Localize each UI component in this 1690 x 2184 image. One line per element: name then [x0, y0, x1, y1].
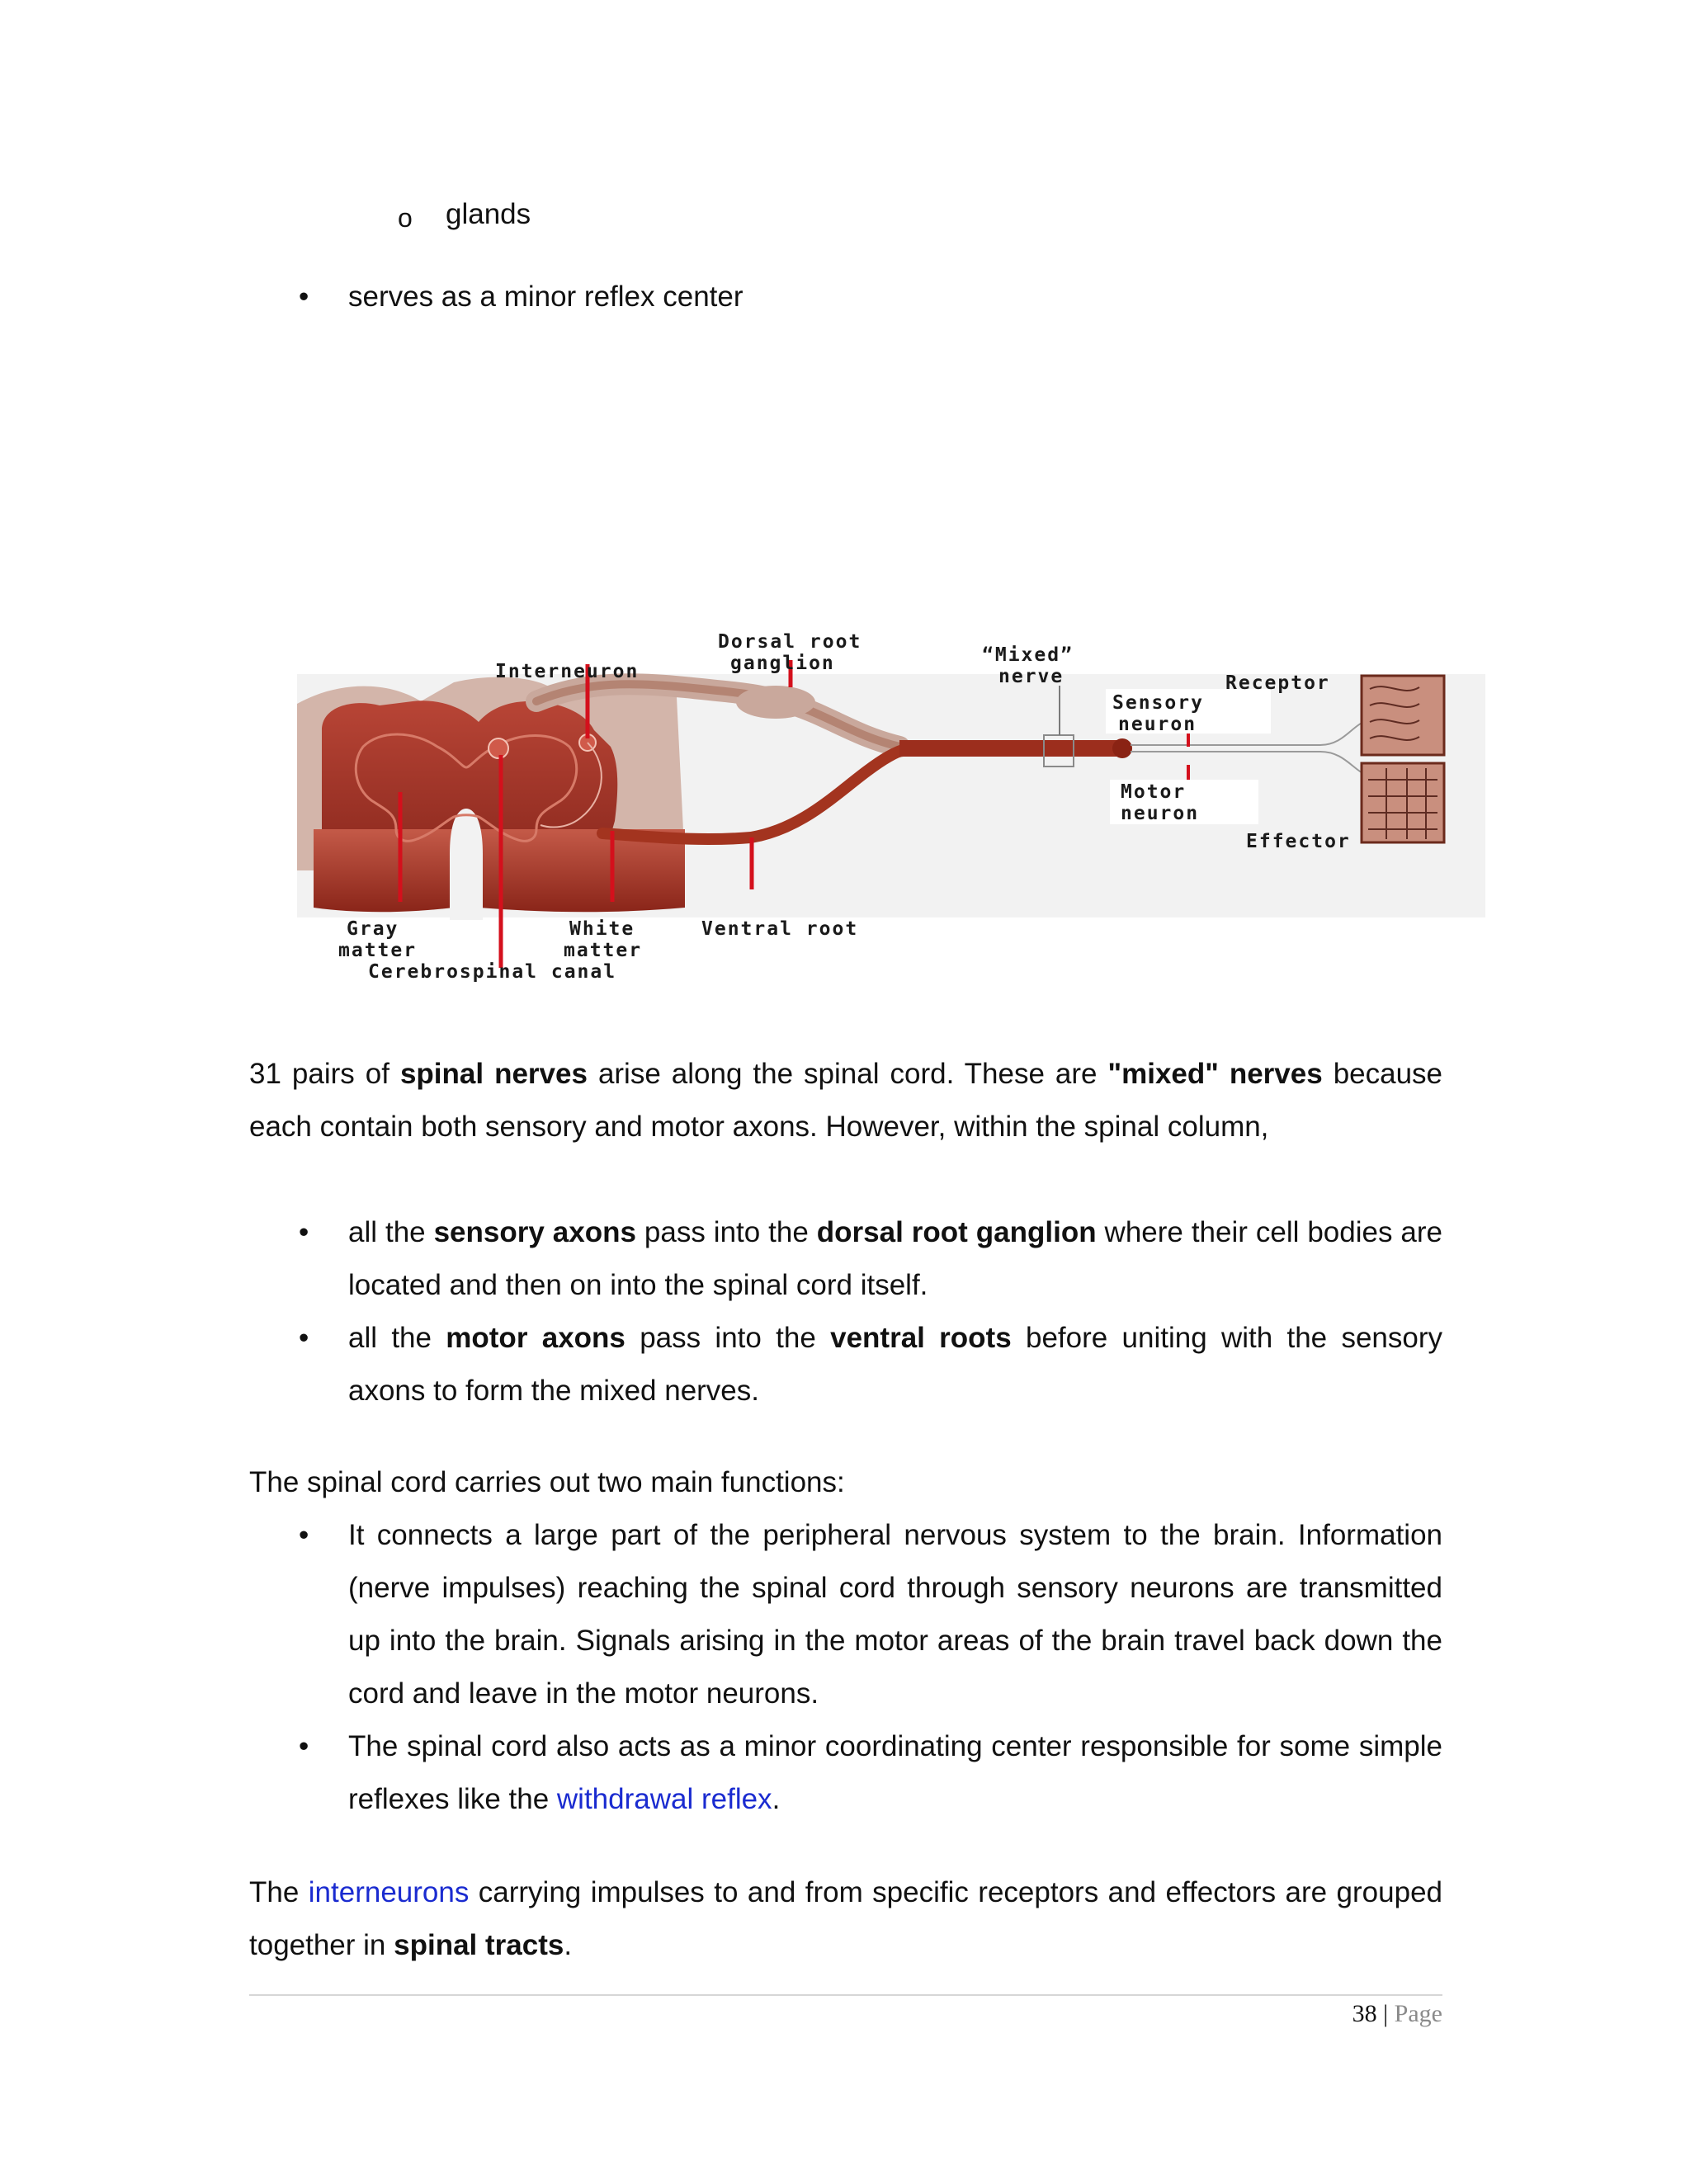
text-run: carrying impulses to and from specific receptors and effectors are grouped together in [249, 1876, 1442, 1961]
spinal-cord-diagram [289, 623, 1494, 998]
axon-pathway-list [299, 1206, 1442, 1417]
bold-term-mixed-nerves: "mixed" nerves [1107, 1058, 1323, 1090]
page-footer [1352, 2000, 1442, 2028]
label-mixed-nerve-2: nerve [998, 666, 1065, 687]
text-run: It connects a large part of the peripheral nervous system to the brain. Information (nerve impulses) reaching the spinal cord through sensory neurons are transmitted up into the brain. Signals arising in the motor areas of the brain travel back down the cord and leave in the motor neurons. [348, 1519, 1442, 1710]
text-run: pass into the [625, 1322, 831, 1354]
link-withdrawal-reflex[interactable]: withdrawal reflex [556, 1783, 772, 1815]
label-effector: Effector [1246, 831, 1351, 852]
list-item-connects-pns [299, 1509, 1442, 1720]
effector-tissue [1362, 763, 1444, 842]
text-run: pass into the [635, 1216, 817, 1248]
footer-separator: | [1383, 2000, 1389, 2027]
label-motor-neuron-2: neuron [1121, 803, 1200, 824]
footer-divider [249, 1994, 1442, 1996]
text-run: 31 pairs of [249, 1058, 400, 1090]
text-run: all the [348, 1322, 446, 1354]
paragraph-spinal-nerves [249, 1048, 1442, 1153]
text-run: . [772, 1783, 781, 1815]
list-item-motor-axons [299, 1312, 1442, 1417]
sub-bullet-marker: o [398, 203, 413, 233]
text-run: The spinal cord also acts as a minor coordinating center responsible for some simple reflexes like the [348, 1730, 1442, 1815]
link-interneurons[interactable]: interneurons [308, 1876, 470, 1908]
label-motor-neuron: Motor [1121, 781, 1187, 803]
bullet-marker: • [299, 281, 309, 313]
central-fissure [450, 809, 483, 920]
label-receptor: Receptor [1225, 672, 1330, 694]
bold-term-spinal-tracts: spinal tracts [394, 1929, 564, 1961]
label-gray-matter: Gray [347, 918, 399, 940]
list-item-text: serves as a minor reflex center [348, 281, 744, 313]
label-dorsal-root-ganglion: Dorsal root [718, 631, 862, 653]
mixed-nerve-end [1112, 738, 1132, 758]
page-label: Page [1394, 2000, 1442, 2027]
text-run: . [564, 1929, 573, 1961]
text-run: all the [348, 1216, 434, 1248]
label-mixed-nerve: “Mixed” [982, 644, 1074, 666]
label-interneuron: Interneuron [495, 661, 640, 682]
paragraph-interneurons [249, 1866, 1442, 1972]
bullet-marker: • [299, 1322, 309, 1354]
label-white-matter: White [569, 918, 635, 940]
bold-term-motor-axons: motor axons [446, 1322, 625, 1354]
label-gray-matter-2: matter [338, 940, 418, 961]
label-sensory-neuron-2: neuron [1118, 714, 1197, 735]
text-run: arise along the spinal cord. These are [587, 1058, 1108, 1090]
label-dorsal-root-ganglion-2: ganglion [730, 653, 835, 674]
text-run: where their cell bodies are located and then on into the spinal cord itself. [348, 1216, 1443, 1301]
label-cerebrospinal-canal: Cerebrospinal canal [368, 961, 617, 983]
bullet-marker: • [299, 1519, 309, 1551]
bold-term-spinal-nerves: spinal nerves [399, 1058, 588, 1090]
interneuron-cell-left [489, 738, 508, 758]
label-sensory-neuron: Sensory [1112, 692, 1204, 714]
text-run: The [249, 1876, 309, 1908]
list-item-reflex-coordination [299, 1720, 1442, 1826]
text-run: before uniting with the sensory axons to form the mixed nerves. [348, 1322, 1442, 1407]
paragraph-main-functions: The spinal cord carries out two main functions: [249, 1466, 845, 1498]
list-item-text: glands [446, 198, 531, 230]
bold-term-dorsal-root-ganglion: dorsal root ganglion [816, 1216, 1097, 1248]
spinal-cord-illustration [289, 623, 1494, 998]
bullet-marker: • [299, 1730, 309, 1762]
dorsal-root-ganglion [736, 686, 815, 719]
bullet-marker: • [299, 1216, 309, 1248]
cord-lower-left [314, 829, 454, 912]
bold-term-sensory-axons: sensory axons [433, 1216, 636, 1248]
bold-term-ventral-roots: ventral roots [830, 1322, 1012, 1354]
page-number: 38 [1352, 2000, 1377, 2027]
mixed-nerve-trunk [899, 740, 1122, 757]
label-white-matter-2: matter [564, 940, 643, 961]
list-item-sensory-axons [299, 1206, 1442, 1312]
functions-list [299, 1509, 1442, 1826]
text-run: because each contain both sensory and motor axons. However, within the spinal column, [249, 1058, 1443, 1143]
label-ventral-root: Ventral root [701, 918, 859, 940]
